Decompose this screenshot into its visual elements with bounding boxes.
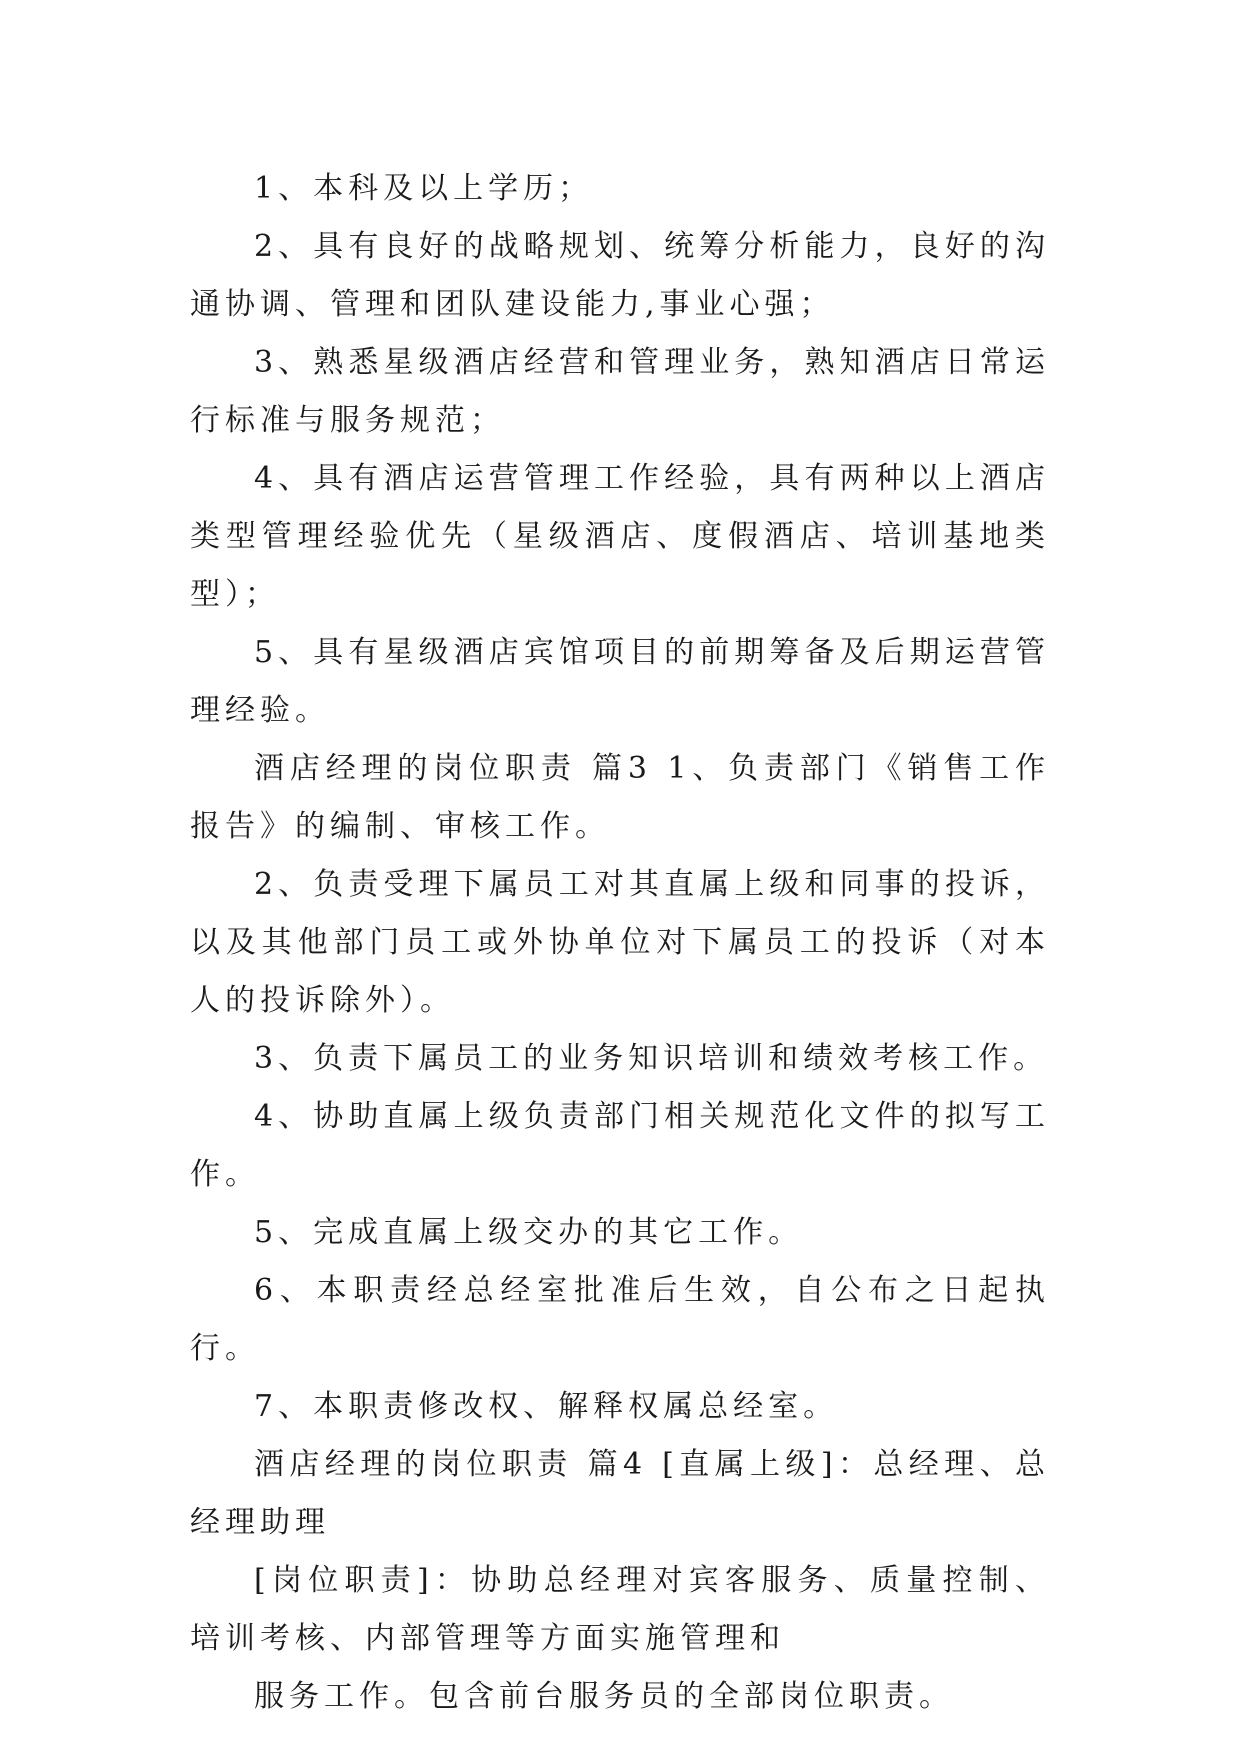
paragraph-duty-7: 7、本职责修改权、解释权属总经室。 xyxy=(254,1389,839,1424)
paragraph-requirement-3: 3、熟悉星级酒店经营和管理业务，熟知酒店日常运行标准与服务规范； xyxy=(190,345,1050,438)
paragraph-section-3-heading: 酒店经理的岗位职责 篇3 1、负责部门《销售工作报告》的编制、审核工作。 xyxy=(190,751,1050,844)
document-body xyxy=(190,160,1050,1726)
paragraph-duty-4: 4、协助直属上级负责部门相关规范化文件的拟写工作。 xyxy=(190,1099,1050,1192)
paragraph-requirement-5: 5、具有星级酒店宾馆项目的前期筹备及后期运营管理经验。 xyxy=(190,635,1050,728)
paragraph-requirement-4: 4、具有酒店运营管理工作经验，具有两种以上酒店类型管理经验优先（星级酒店、度假酒店、培训基地类型）； xyxy=(190,461,1050,612)
paragraph-section-4-heading: 酒店经理的岗位职责 篇4 [直属上级]：总经理、总经理助理 xyxy=(190,1447,1050,1540)
paragraph-requirement-2: 2、具有良好的战略规划、统筹分析能力，良好的沟通协调、管理和团队建设能力,事业心强； xyxy=(190,229,1050,322)
paragraph-requirement-1: 1、本科及以上学历； xyxy=(254,171,594,206)
paragraph-service-work: 服务工作。包含前台服务员的全部岗位职责。 xyxy=(254,1679,954,1714)
paragraph-duty-3: 3、负责下属员工的业务知识培训和绩效考核工作。 xyxy=(254,1041,1049,1076)
paragraph-position-duties: [岗位职责]：协助总经理对宾客服务、质量控制、培训考核、内部管理等方面实施管理和 xyxy=(190,1563,1050,1656)
paragraph-duty-5: 5、完成直属上级交办的其它工作。 xyxy=(254,1215,804,1250)
paragraph-duty-2: 2、负责受理下属员工对其直属上级和同事的投诉，以及其他部门员工或外协单位对下属员工的投诉（对本人的投诉除外）。 xyxy=(190,867,1050,1018)
paragraph-duty-6: 6、本职责经总经室批准后生效，自公布之日起执行。 xyxy=(190,1273,1050,1366)
